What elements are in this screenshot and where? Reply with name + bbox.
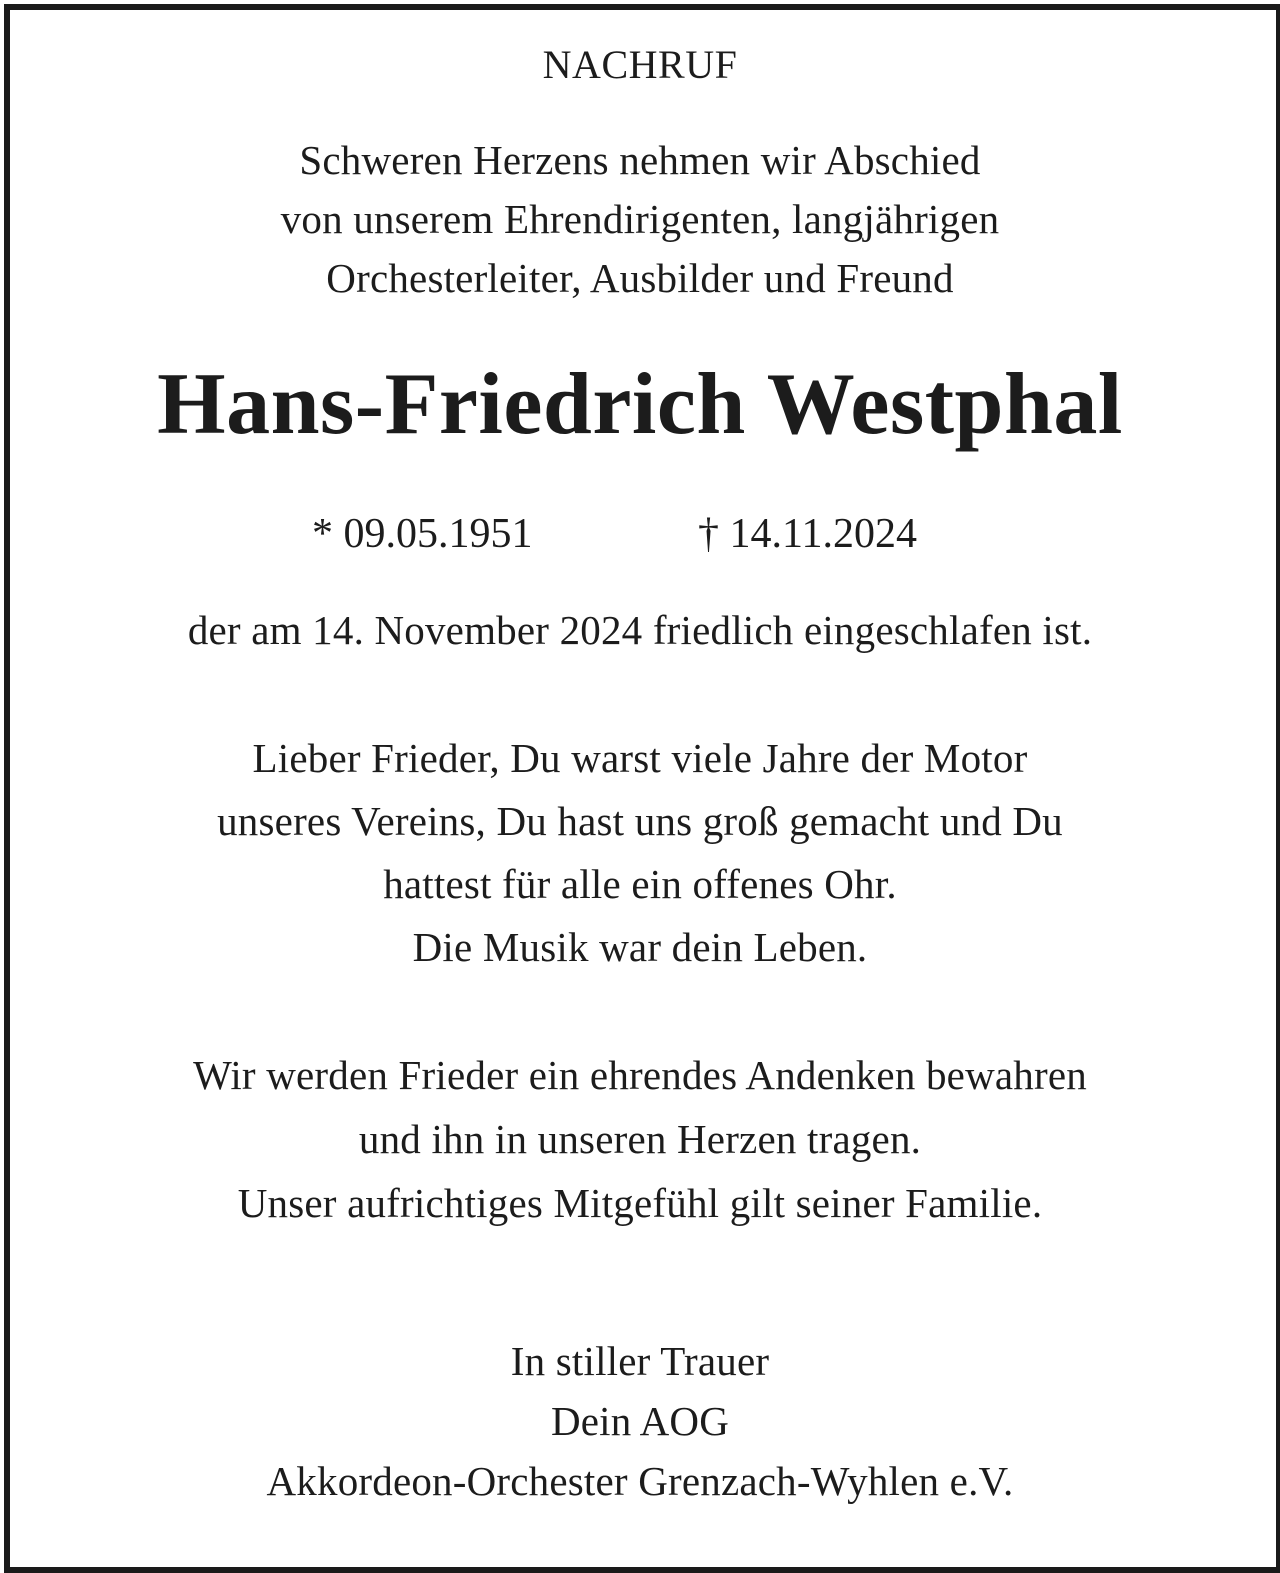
tribute-line-3: hattest für alle ein offenes Ohr. bbox=[383, 861, 897, 907]
life-dates bbox=[0, 508, 1280, 560]
heading: NACHRUF bbox=[542, 42, 738, 87]
intro-line-2: von unserem Ehrendirigenten, langjährigen bbox=[280, 196, 1000, 242]
tribute-line-2: unseres Vereins, Du hast uns groß gemacht und Du bbox=[217, 798, 1063, 844]
birth-date: * 09.05.1951 bbox=[312, 511, 533, 557]
passing-statement: der am 14. November 2024 friedlich eingeschlafen ist. bbox=[187, 607, 1093, 653]
signature-line-2: Dein AOG bbox=[550, 1398, 730, 1444]
signature-line-1: In stiller Trauer bbox=[510, 1338, 770, 1384]
deceased-name: Hans-Friedrich Westphal bbox=[157, 356, 1123, 453]
remembrance-line-3: Unser aufrichtiges Mitgefühl gilt seiner Familie. bbox=[237, 1180, 1043, 1226]
tribute-line-1: Lieber Frieder, Du warst viele Jahre der Motor bbox=[252, 735, 1028, 781]
death-date: † 14.11.2024 bbox=[698, 511, 917, 557]
intro-line-1: Schweren Herzens nehmen wir Abschied bbox=[299, 137, 981, 183]
intro-line-3: Orchesterleiter, Ausbilder und Freund bbox=[326, 255, 954, 301]
remembrance-line-2: und ihn in unseren Herzen tragen. bbox=[358, 1116, 922, 1162]
remembrance-line-1: Wir werden Frieder ein ehrendes Andenken bewahren bbox=[193, 1052, 1087, 1098]
tribute-line-4: Die Musik war dein Leben. bbox=[412, 924, 868, 970]
signature-line-3: Akkordeon-Orchester Grenzach-Wyhlen e.V. bbox=[266, 1458, 1014, 1504]
